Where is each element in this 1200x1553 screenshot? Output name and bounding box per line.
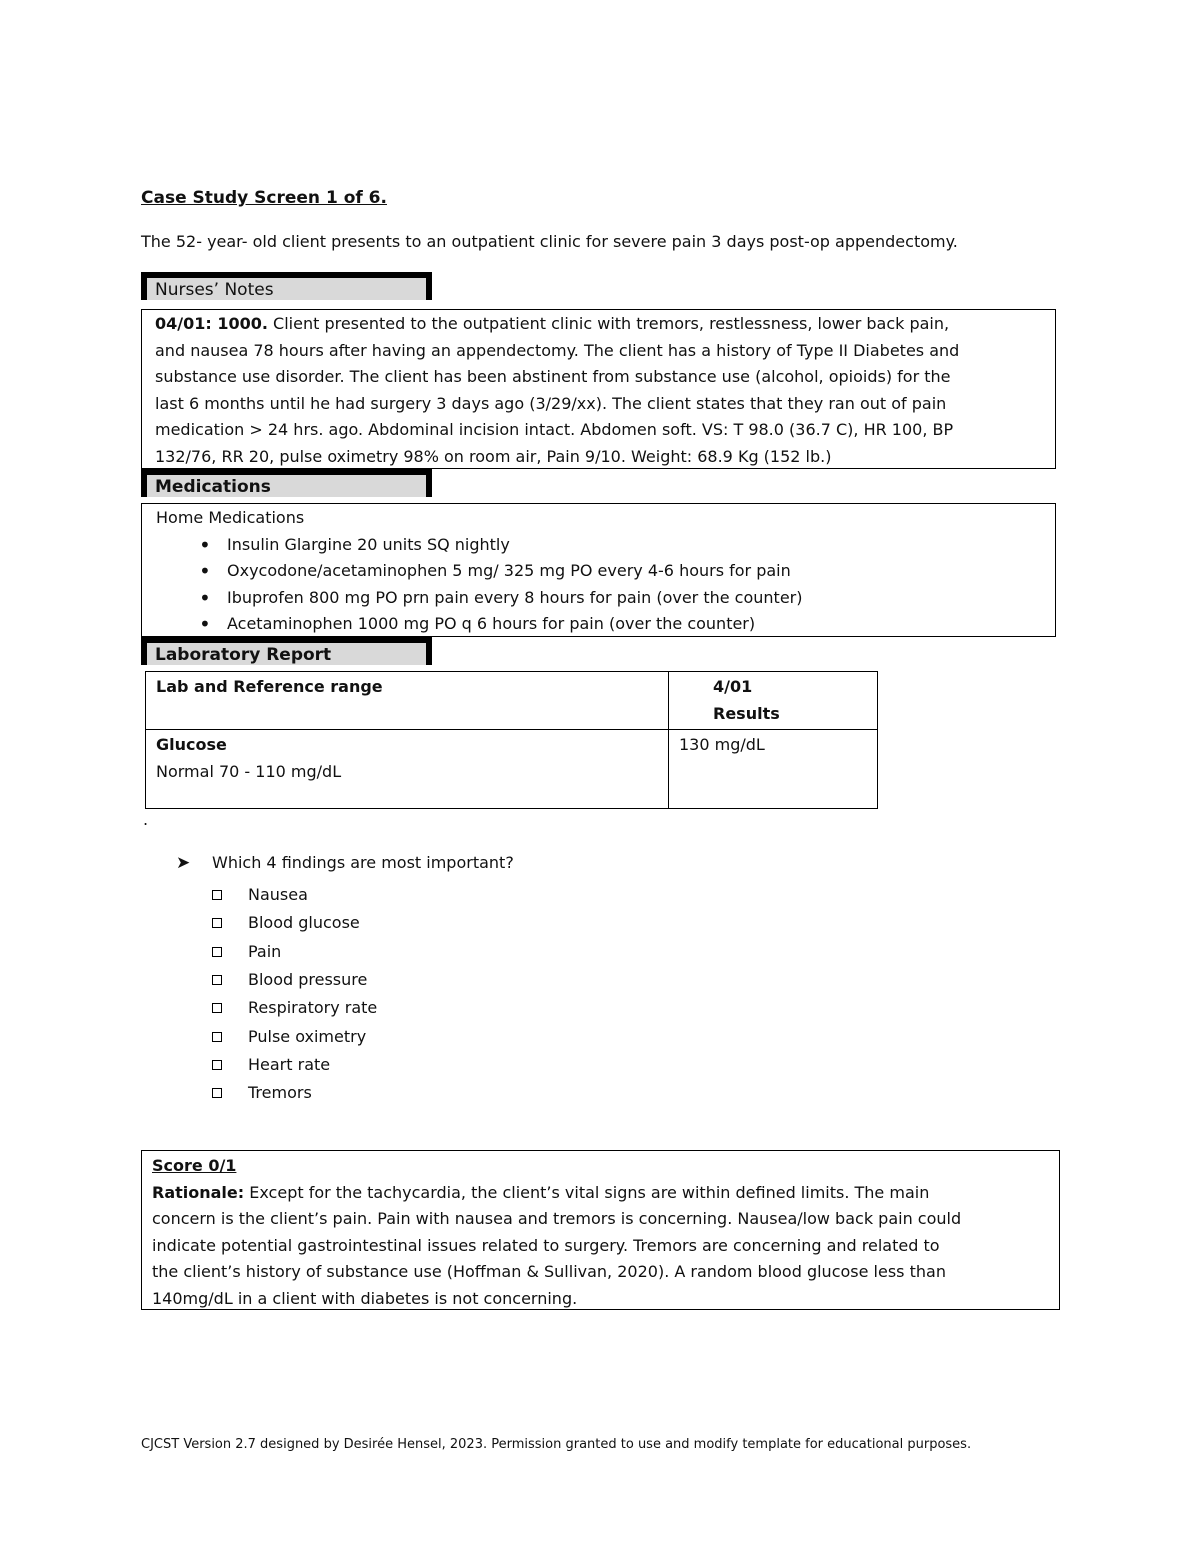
option-blood-glucose[interactable] — [212, 909, 377, 937]
home-medications-heading: Home Medications — [156, 508, 305, 527]
rationale-line: the client’s history of substance use (Hoffman & Sullivan, 2020). A random blood glucose less than — [152, 1262, 946, 1281]
option-nausea[interactable] — [212, 881, 377, 909]
option-tremors[interactable] — [212, 1079, 377, 1107]
option-pain[interactable] — [212, 938, 377, 966]
lab-column-header: Lab and Reference range — [156, 677, 383, 696]
lab-reference-range: Normal 70 - 110 mg/dL — [156, 761, 342, 781]
checkbox-icon[interactable] — [212, 890, 222, 900]
notes-line: last 6 months until he had surgery 3 days ago (3/29/xx). The client states that they ran out of pain — [155, 393, 947, 413]
rationale-label: Rationale: — [152, 1182, 245, 1202]
lab-table — [145, 671, 878, 809]
checkbox-icon[interactable] — [212, 918, 222, 928]
lab-results-header: Results — [713, 703, 780, 723]
option-label: Blood glucose — [248, 913, 360, 933]
nurses-notes-tab: Nurses’ Notes — [141, 272, 432, 300]
intro-text: The 52- year- old client presents to an outpatient clinic for severe pain 3 days post-op appendectomy. — [141, 232, 958, 251]
checkbox-icon[interactable] — [212, 975, 222, 985]
lab-row-glucose — [146, 730, 878, 809]
rationale-line: concern is the client’s pain. Pain with nausea and tremors is concerning. Nausea/low back pain could — [152, 1209, 962, 1228]
option-respiratory-rate[interactable] — [212, 994, 377, 1022]
rationale-line: Except for the tachycardia, the client’s vital signs are within defined limits. The main — [244, 1182, 930, 1202]
arrow-bullet-icon: ➤ — [176, 853, 191, 873]
medications-tab: Medications — [141, 469, 432, 497]
notes-line: and nausea 78 hours after having an appendectomy. The client has a history of Type II Diabetes and — [155, 340, 960, 360]
notes-line: substance use disorder. The client has been abstinent from substance use (alcohol, opioids) for the — [155, 367, 951, 386]
lab-name-cell — [146, 730, 669, 809]
lab-test-name: Glucose — [156, 735, 227, 754]
score-label: Score 0/1 — [152, 1156, 237, 1175]
checkbox-icon[interactable] — [212, 1003, 222, 1013]
lab-header-row — [146, 672, 878, 730]
lab-header-cell — [146, 672, 669, 730]
option-label: Pulse oximetry — [248, 1026, 367, 1046]
laboratory-report-tab: Laboratory Report — [141, 637, 432, 665]
option-label: Tremors — [248, 1083, 312, 1103]
notes-line: 132/76, RR 20, pulse oximetry 98% on room air, Pain 9/10. Weight: 68.9 Kg (152 lb.) — [155, 446, 832, 466]
notes-line: Client presented to the outpatient clinic with tremors, restlessness, lower back pain, — [267, 314, 950, 333]
option-label: Respiratory rate — [248, 998, 378, 1018]
score-rationale-box — [141, 1150, 1060, 1310]
notes-line: medication > 24 hrs. ago. Abdominal incision intact. Abdomen soft. VS: T 98.0 (36.7 C), HR 100, BP — [155, 420, 954, 439]
medication-item: • Acetaminophen 1000 mg PO q 6 hours for pain (over the counter) — [156, 611, 1045, 638]
lab-results-header-cell — [669, 672, 878, 730]
checkbox-icon[interactable] — [212, 1060, 222, 1070]
medication-item: • Oxycodone/acetaminophen 5 mg/ 325 mg PO every 4-6 hours for pain — [156, 558, 1045, 585]
option-label: Nausea — [248, 885, 308, 905]
option-heart-rate[interactable] — [212, 1051, 377, 1079]
checkbox-icon[interactable] — [212, 1032, 222, 1042]
page-title: Case Study Screen 1 of 6. — [141, 188, 387, 208]
checkbox-icon[interactable] — [212, 947, 222, 957]
option-pulse-oximetry[interactable] — [212, 1022, 377, 1050]
medications-box — [141, 503, 1056, 637]
stray-dot: . — [143, 810, 149, 829]
medication-item: • Ibuprofen 800 mg PO prn pain every 8 hours for pain (over the counter) — [156, 585, 1045, 612]
nurses-notes-box — [141, 309, 1056, 469]
checkbox-icon[interactable] — [212, 1088, 222, 1098]
medication-list — [156, 532, 1045, 638]
question — [176, 853, 514, 873]
option-label: Heart rate — [248, 1054, 331, 1074]
footer-credit: CJCST Version 2.7 designed by Desirée Hensel, 2023. Permission granted to use and modify template for educational purposes. — [141, 1437, 972, 1452]
notes-timestamp: 04/01: 1000. — [155, 314, 268, 333]
question-text: Which 4 findings are most important? — [212, 853, 514, 872]
rationale-line: 140mg/dL in a client with diabetes is not concerning. — [152, 1288, 578, 1308]
option-blood-pressure[interactable] — [212, 966, 377, 994]
lab-value-cell — [669, 730, 878, 809]
lab-result-value: 130 mg/dL — [679, 735, 765, 754]
lab-date-header: 4/01 — [713, 677, 753, 696]
option-label: Blood pressure — [248, 970, 368, 990]
medication-item: • Insulin Glargine 20 units SQ nightly — [156, 532, 1045, 559]
findings-options — [212, 881, 377, 1107]
rationale-line: indicate potential gastrointestinal issues related to surgery. Tremors are concerning and related to — [152, 1235, 940, 1255]
option-label: Pain — [248, 941, 282, 961]
